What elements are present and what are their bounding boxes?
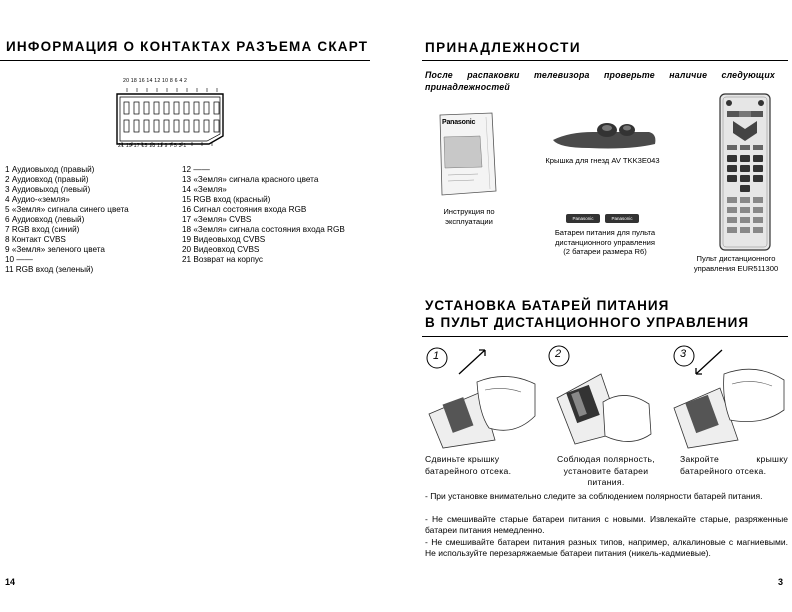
scart-top-pin-numbers: 20 18 16 14 12 10 8 6 4 2	[123, 78, 188, 84]
pin-item: 6 Аудиовход (левый)	[5, 215, 85, 224]
scart-bottom-pin-numbers: 21 19 17 15 13 11 9 7 5 3 1	[118, 143, 187, 149]
pin-item: 16 Сигнал состояния входа RGB	[182, 205, 307, 214]
step-2-drawing	[545, 344, 657, 449]
av-cover-drawing	[549, 118, 659, 154]
step-2-number: 2	[555, 348, 562, 360]
scart-heading-rule	[0, 60, 370, 61]
remote-control-drawing	[719, 93, 771, 251]
note-types: - Не смешивайте батареи питания разных типов, например, алкалиновые с магниевыми. Не используйте перезаряжаемые батареи питания (никель-кадмиевые).	[425, 537, 788, 558]
battery-2	[605, 214, 639, 223]
step-1-number: 1	[433, 350, 440, 362]
pin-item: 7 RGB вход (синий)	[5, 225, 80, 234]
pin-item: 4 Аудио-«земля»	[5, 195, 70, 204]
manual-caption: Инструкция по эксплуатации	[443, 207, 495, 226]
pin-list-column-1	[5, 165, 129, 275]
pin-item: 13 «Земля» сигнала красного цвета	[182, 175, 319, 184]
remote-caption: Пульт дистанционного управления EUR511300	[693, 254, 779, 273]
scart-heading: ИНФОРМАЦИЯ О КОНТАКТАХ РАЗЪЕМА СКАРТ	[6, 39, 369, 54]
pin-item: 8 Контакт CVBS	[5, 235, 66, 244]
pin-item: 5 «Земля» сигнала синего цвета	[5, 205, 129, 214]
remote-control-figure	[719, 93, 771, 251]
page-number-left: 14	[5, 577, 16, 587]
pin-item: 18 «Земля» сигнала состояния входа RGB	[182, 225, 345, 234]
pin-item: 1 Аудиовыход (правый)	[5, 165, 95, 174]
pin-item: 17 «Земля» CVBS	[182, 215, 252, 224]
install-heading-line-1: УСТАНОВКА БАТАРЕЙ ПИТАНИЯ	[425, 298, 670, 313]
batteries-caption: Батареи питания для пульта дистанционного управления (2 батареи размера R6)	[554, 228, 656, 256]
page-number-right: 3	[778, 577, 784, 587]
step-1-figure	[423, 344, 541, 449]
accessories-intro: После распаковки телевизора проверьте наличие следующих принадлежностей	[425, 70, 775, 92]
battery-1-label: Panasonic	[572, 216, 594, 221]
install-heading-line-2: В ПУЛЬТ ДИСТАНЦИОННОГО УПРАВЛЕНИЯ	[425, 315, 750, 330]
av-cover-caption: Крышка для гнезд AV TKK3E043	[545, 156, 660, 165]
scart-connector-figure	[115, 74, 225, 150]
note-polarity: - При установке внимательно следите за соблюдением полярности батарей питания.	[425, 491, 763, 501]
scart-connector-drawing	[115, 74, 225, 150]
step-3-figure	[664, 344, 788, 449]
step-3-number: 3	[680, 348, 687, 360]
accessories-heading-rule	[422, 60, 788, 61]
manual-brand: Panasonic	[442, 119, 476, 126]
pin-item: 2 Аудиовход (правый)	[5, 175, 89, 184]
step-3-text: Закройте крышку батарейного отсека.	[680, 454, 788, 476]
pin-item: 3 Аудиовыход (левый)	[5, 185, 91, 194]
pin-list-column-2	[182, 165, 345, 265]
pin-item: 19 Видеовыход CVBS	[182, 235, 266, 244]
step-2-figure	[545, 344, 657, 449]
pin-item: 11 RGB вход (зеленый)	[5, 265, 94, 274]
note-old-new: - Не смешивайте старые батареи питания с новыми. Извлекайте старые, разряженные батареи питания немедленно.	[425, 514, 788, 535]
pin-item: 12 ——	[182, 165, 210, 174]
accessories-heading: ПРИНАДЛЕЖНОСТИ	[425, 40, 581, 55]
battery-2-label: Panasonic	[611, 216, 633, 221]
pin-item: 15 RGB вход (красный)	[182, 195, 271, 204]
step-2-text: Соблюдая полярность, установите батареи питания.	[557, 454, 655, 487]
pin-item: 20 Видеовход CVBS	[182, 245, 260, 254]
pin-item: 14 «Земля»	[182, 185, 227, 194]
step-1-text: Сдвиньте крышку батарейного отсека.	[425, 454, 512, 476]
install-heading-rule	[422, 336, 788, 337]
step-1-drawing	[423, 344, 541, 449]
battery-1	[566, 214, 600, 223]
pin-item: 21 Возврат на корпус	[182, 255, 264, 264]
av-cover-figure	[549, 118, 659, 154]
pin-item: 9 «Земля» зеленого цвета	[5, 245, 105, 254]
manual-booklet-figure	[434, 111, 498, 197]
pin-item: 10 ——	[5, 255, 33, 264]
